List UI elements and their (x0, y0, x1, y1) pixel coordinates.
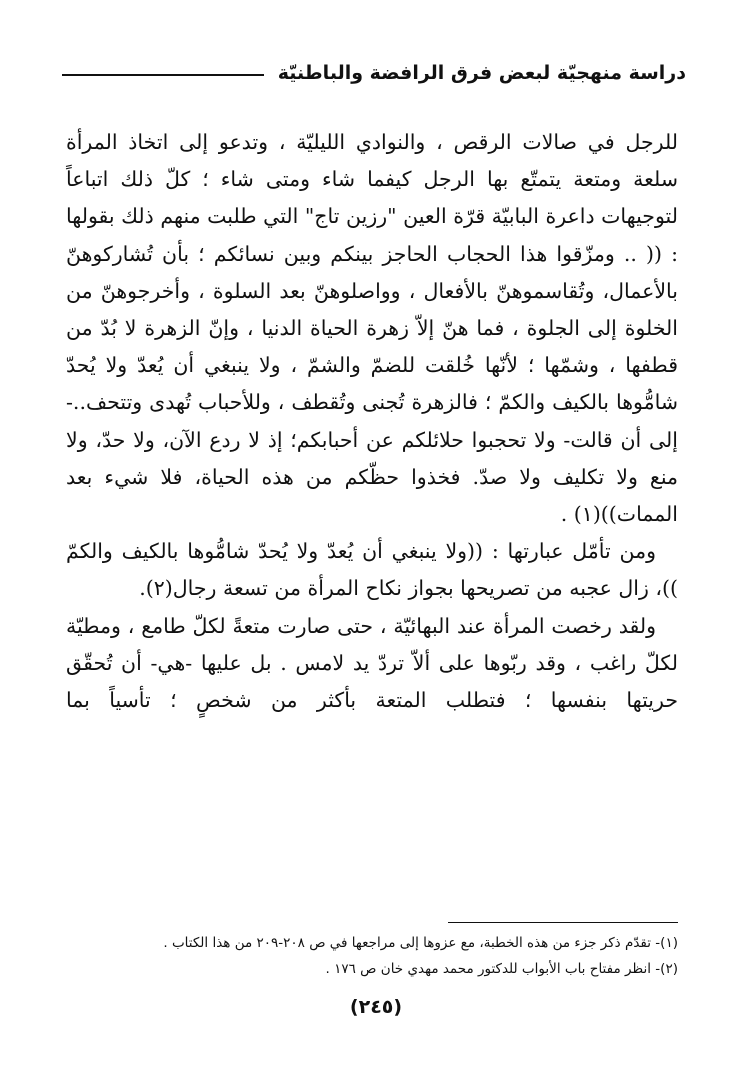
header-rule (62, 74, 264, 76)
header-title: دراسة منهجيّة لبعض فرق الرافضة والباطنيّة (277, 62, 686, 84)
footnote-1: (١)- تقدّم ذكر جزء من هذه الخطبة، مع عزوها إلى مراجعها في ص ٢٠٨-٢٠٩ من هذا الكتاب . (163, 935, 678, 951)
body-text (66, 124, 678, 719)
footnote-rule (448, 922, 678, 923)
paragraph-3: ولقد رخصت المرأة عند البهائيّة ، حتى صارت متعةً لكلّ طامع ، ومطيّة لكلّ راغب ، وقد ربّوها على ألاّ تردّ يد لامس . بل عليها -هي- أن تُحقّق حريتها بنفسها ؛ فتطلب المتعة بأكثر من شخصٍ ؛ تأسياً بما (66, 613, 678, 713)
footnote-2: (٢)- انظر مفتاح باب الأبواب للدكتور محمد مهدي خان ص ١٧٦ . (325, 961, 678, 977)
page-number: (٢٤٥) (349, 996, 403, 1018)
paragraph-2: ومن تأمّل عبارتها : ((ولا ينبغي أن يُعدّ ولا يُحدّ شامُّوها بالكيف والكمّ ))، زال عجبه من تصريحها بجواز نكاح المرأة من تسعة رجال(٢). (66, 539, 678, 601)
paragraph-1: للرجل في صالات الرقص ، والنوادي الليليّة ، وتدعو إلى اتخاذ المرأة سلعة ومتعة يتمتّع بها الرجل كيفما شاء ومتى شاء ؛ كلّ ذلك اتباعاً لتوجيهات داعرة البابيّة قرّة العين "رزين تاج" التي طلبت منهم ذلك بقولها : (( .. ومزّقوا هذا الحجاب الحاجز بينكم وبين نسائكم ؛ بأن تُشاركوهنّ بالأعمال، وتُقاسموهنّ بالأفعال ، وواصلوهنّ بعد السلوة ، وأخرجوهنّ من الخلوة إلى الجلوة ، فما هنّ إلاّ زهرة الحياة الدنيا ، وإنّ الزهرة لا بُدّ من قطفها ، وشمّها ؛ لأنّها خُلقت للضمّ والشمّ ، ولا ينبغي أن يُعدّ ولا يُحدّ شامُّوها بالكيف والكمّ ؛ فالزهرة تُجنى وتُقطف ، وللأحباب تُهدى وتتحف..-إلى أن قالت- ولا تحجبوا حلائلكم عن أحبابكم؛ إذ لا ردع الآن، ولا حدّ، ولا منع ولا تكليف ولا صدّ. فخذوا حظّكم من هذه الحياة، فلا شيء بعد الممات))(١) . (66, 130, 678, 527)
running-header (62, 58, 686, 88)
footnotes (66, 930, 678, 982)
